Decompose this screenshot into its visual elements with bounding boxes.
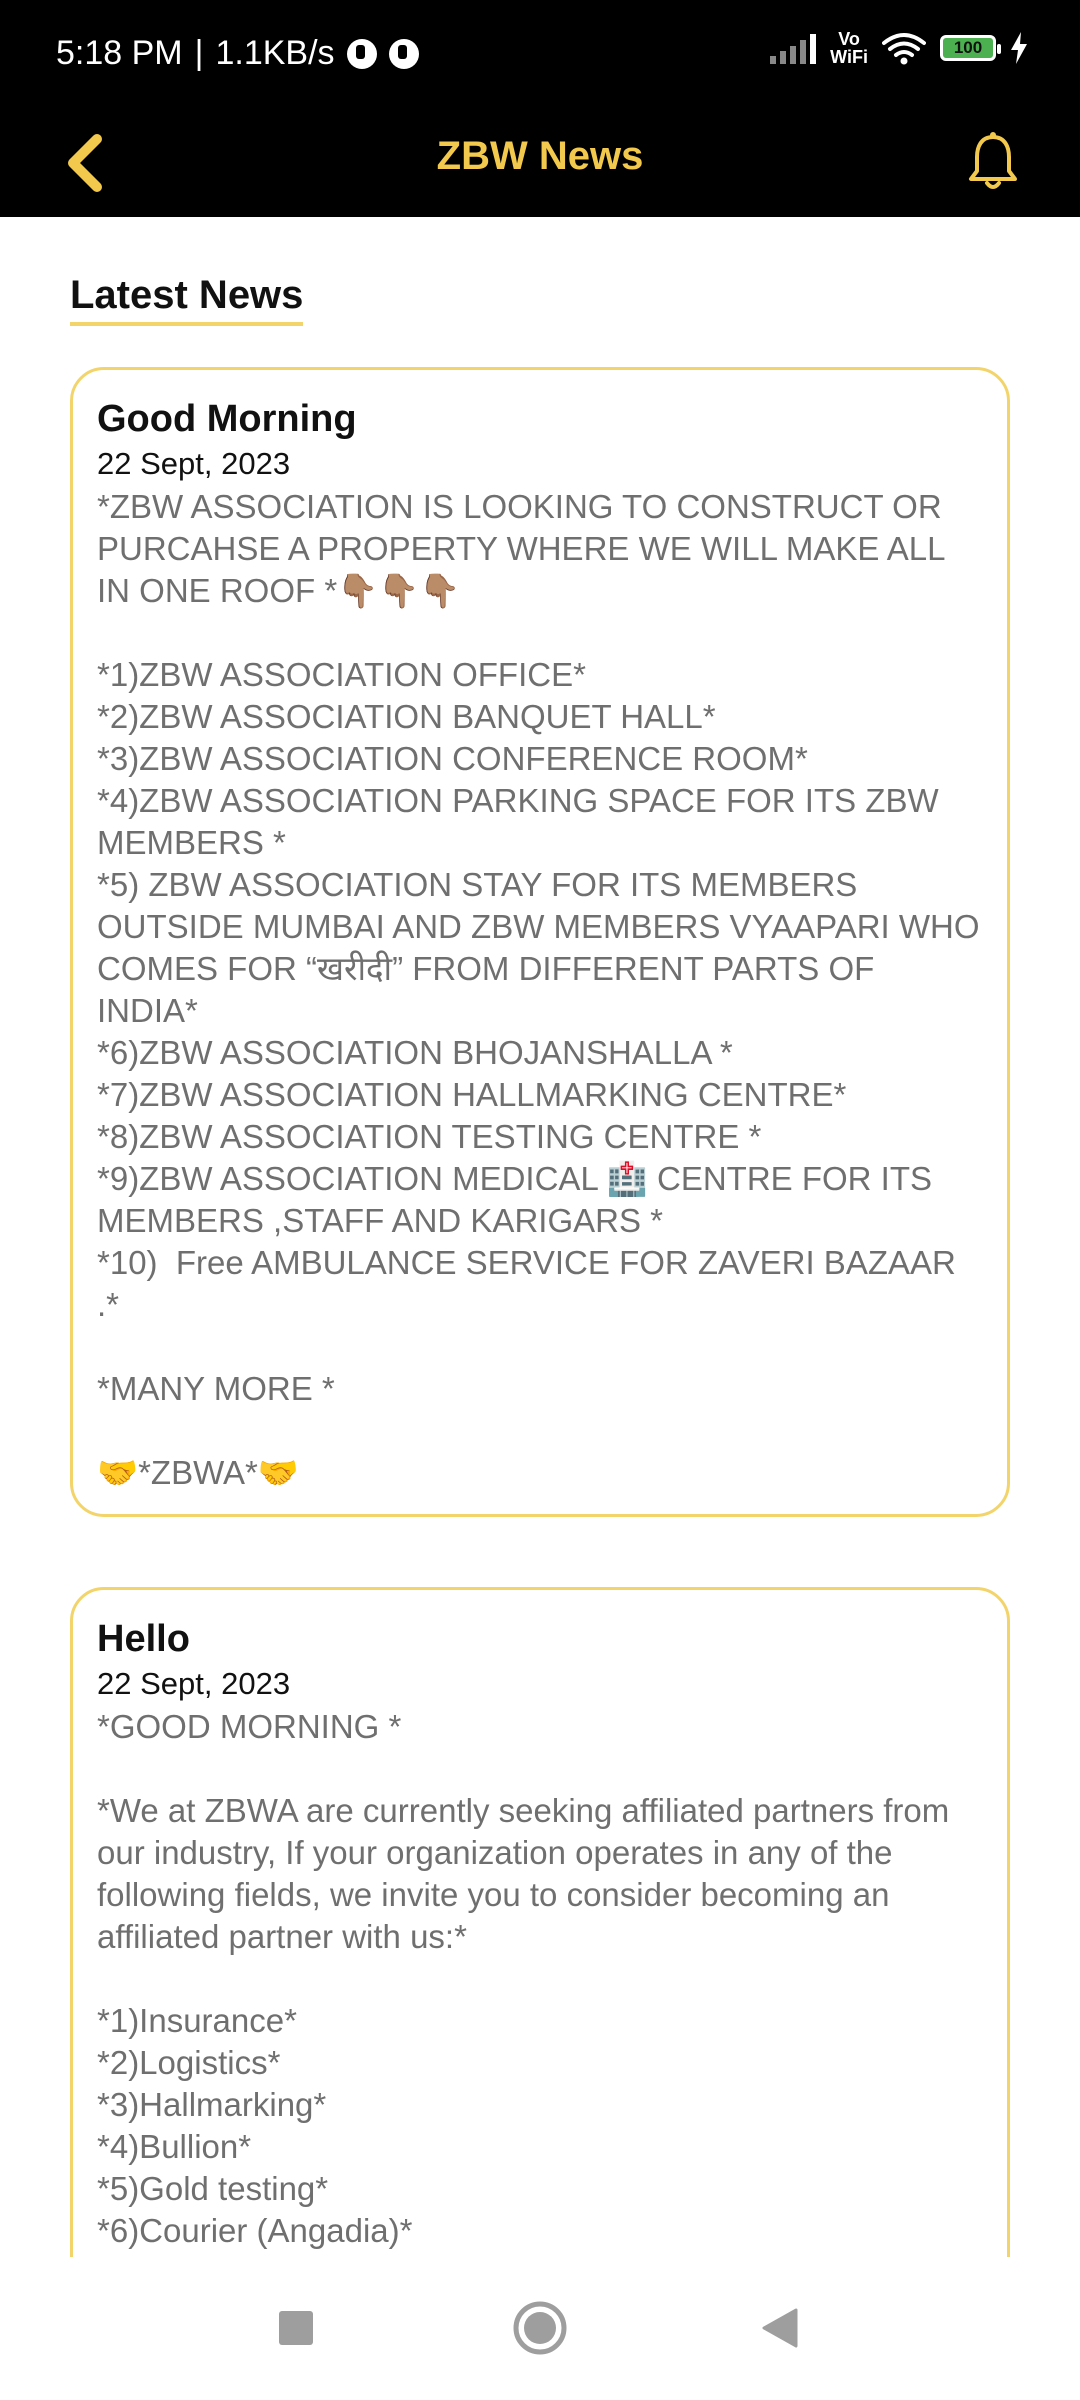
vowifi-top-label: Vo	[838, 29, 860, 49]
vowifi-indicator	[830, 30, 868, 66]
recents-button[interactable]	[261, 2293, 331, 2363]
network-speed: 1.1KB/s	[215, 34, 335, 72]
section-title: Latest News	[70, 273, 303, 326]
notification-app-icon	[389, 39, 419, 69]
square-icon	[278, 2310, 314, 2346]
battery-icon	[940, 35, 996, 61]
news-card[interactable]	[70, 367, 1010, 1517]
cell-signal-icon	[770, 32, 816, 64]
news-body: *ZBW ASSOCIATION IS LOOKING TO CONSTRUCT OR PURCAHSE A PROPERTY WHERE WE WILL MAKE ALL IN ONE ROOF *👇🏽👇🏽👇🏽 *1)ZBW ASSOCIATION OFFICE* *2)ZBW ASSOCIATION BANQUET HALL* *3)ZBW ASSOCIATION CONFERENCE ROOM* *4)ZBW ASSOCIATION PARKING SPACE FOR ITS ZBW MEMBERS * *5) ZBW ASSOCIATION STAY FOR ITS MEMBERS OUTSIDE MUMBAI AND ZBW MEMBERS VYAAPARI WHO COMES FOR “खरीदी” FROM DIFFERENT PARTS OF INDIA* *6)ZBW ASSOCIATION BHOJANSHALLA * *7)ZBW ASSOCIATION HALLMARKING CENTRE* *8)ZBW ASSOCIATION TESTING CENTRE * *9)ZBW ASSOCIATION MEDICAL 🏥 CENTRE FOR ITS MEMBERS ,STAFF AND KARIGARS * *10) Free AMBULANCE SERVICE FOR ZAVERI BAZAAR .* *MANY MORE * 🤝*ZBWA*🤝	[97, 488, 980, 1491]
news-title: Good Morning	[97, 398, 357, 440]
battery-level: 100	[953, 38, 983, 57]
news-content[interactable]	[0, 217, 1080, 2257]
status-separator: |	[194, 34, 204, 72]
status-left	[56, 34, 419, 73]
status-right	[770, 30, 1028, 66]
news-title: Hello	[97, 1618, 190, 1660]
circle-home-icon	[512, 2300, 568, 2356]
wifi-icon	[882, 31, 926, 65]
notification-app-icon	[347, 39, 377, 69]
status-bar	[0, 0, 1080, 112]
notifications-button[interactable]	[958, 126, 1028, 198]
charging-icon	[1010, 32, 1028, 64]
vowifi-bottom-label: WiFi	[830, 47, 868, 67]
news-body: *GOOD MORNING * *We at ZBWA are currently seeking affiliated partners from our industry, If your organization operates in any of the following fields, we invite you to consider becoming an affiliated partner with us:* *1)Insurance* *2)Logistics* *3)Hallmarking* *4)Bullion* *5)Gold testing* *6)Courier (Angadia)*	[97, 1708, 950, 2249]
news-card[interactable]	[70, 1587, 1010, 2257]
page-title: ZBW News	[436, 134, 644, 178]
nav-back-button[interactable]	[745, 2293, 815, 2363]
status-time: 5:18 PM	[56, 34, 183, 72]
app-bar	[0, 112, 1080, 217]
news-date: 22 Sept, 2023	[97, 1666, 291, 1701]
news-date: 22 Sept, 2023	[97, 446, 291, 481]
triangle-back-icon	[760, 2307, 800, 2349]
bell-icon	[965, 131, 1021, 193]
system-nav-bar	[0, 2257, 1080, 2400]
home-button[interactable]	[505, 2293, 575, 2363]
